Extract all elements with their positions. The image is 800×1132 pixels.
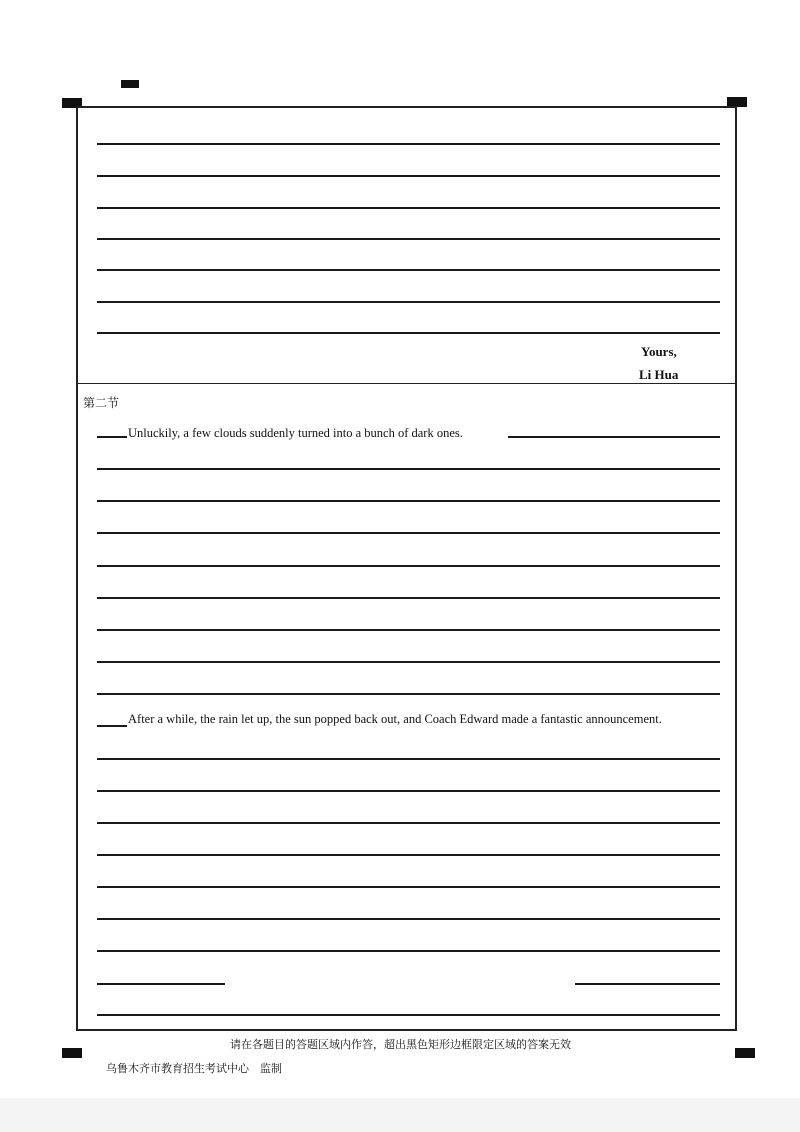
corner-mark-bottom-left xyxy=(62,1048,82,1058)
writing-line xyxy=(97,332,720,334)
writing-line xyxy=(97,629,720,631)
paragraph2-opening: After a while, the rain let up, the sun popped back out, and Coach Edward made a fantastic announcement. xyxy=(128,712,662,726)
scan-bottom-margin xyxy=(0,1098,800,1132)
writing-line xyxy=(97,468,720,470)
frame-right xyxy=(735,106,737,1031)
writing-line xyxy=(97,854,720,856)
answer-area-notice: 请在各题目的答题区域内作答，超出黑色矩形边框限定区域的答案无效 xyxy=(230,1038,571,1051)
paragraph1-opening: Unluckily, a few clouds suddenly turned into a bunch of dark ones. xyxy=(128,426,463,440)
letter-signature: Li Hua xyxy=(639,367,679,382)
writing-line xyxy=(97,565,720,567)
writing-line xyxy=(97,532,720,534)
writing-line xyxy=(97,790,720,792)
writing-line xyxy=(97,950,720,952)
writing-line xyxy=(97,693,720,695)
writing-line xyxy=(97,597,720,599)
frame-bottom xyxy=(76,1029,737,1031)
section-divider xyxy=(76,383,737,384)
writing-line xyxy=(97,143,720,145)
writing-line xyxy=(97,983,225,985)
writing-line xyxy=(97,175,720,177)
issuer-line: 乌鲁木齐市教育招生考试中心 监制 xyxy=(106,1062,282,1075)
corner-mark-bottom-right xyxy=(735,1048,755,1058)
writing-line xyxy=(97,301,720,303)
writing-line xyxy=(97,436,127,438)
writing-line xyxy=(97,500,720,502)
writing-line xyxy=(97,661,720,663)
letter-closing: Yours, xyxy=(641,344,677,359)
writing-line xyxy=(97,758,720,760)
frame-top xyxy=(76,106,737,108)
writing-line xyxy=(97,918,720,920)
timing-mark xyxy=(121,80,139,88)
writing-line xyxy=(508,436,720,438)
writing-line xyxy=(97,207,720,209)
section-heading: 第二节 xyxy=(83,396,120,410)
writing-line xyxy=(97,886,720,888)
writing-line xyxy=(97,725,127,727)
writing-line xyxy=(97,269,720,271)
frame-left xyxy=(76,106,78,1031)
writing-line xyxy=(97,1014,720,1016)
writing-line xyxy=(575,983,720,985)
writing-line xyxy=(97,238,720,240)
writing-line xyxy=(97,822,720,824)
